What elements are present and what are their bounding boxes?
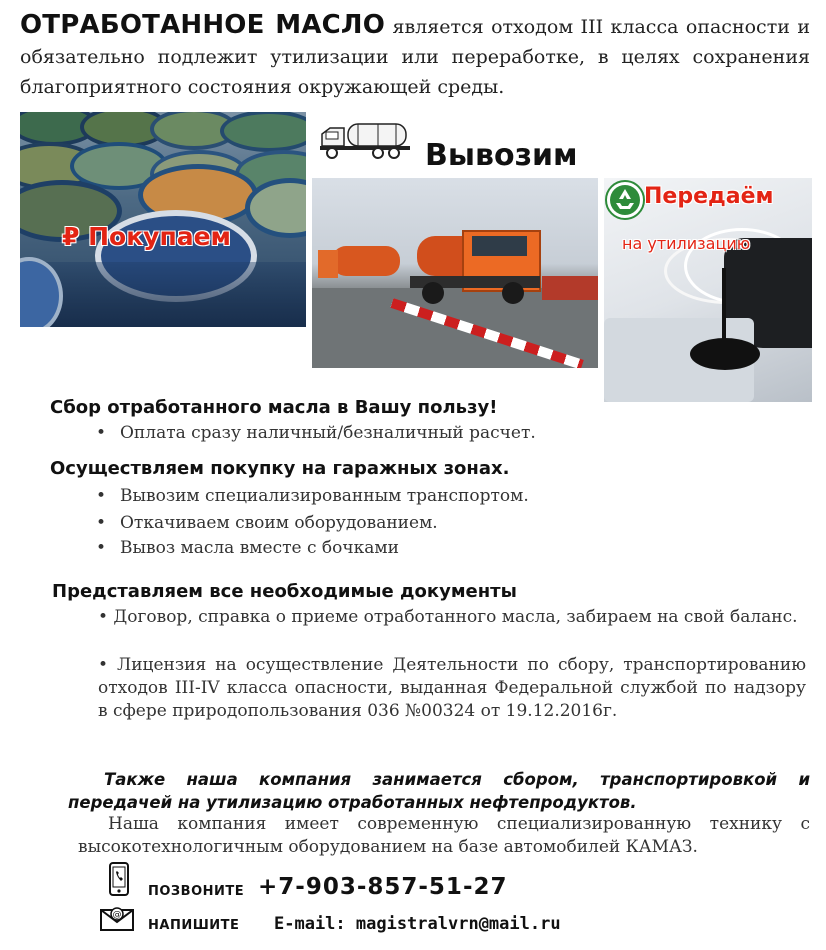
barrels-photo xyxy=(20,112,306,327)
email-address[interactable]: E-mail: magistralvrn@mail.ru xyxy=(274,914,561,934)
envelope-icon xyxy=(100,906,134,932)
section-title-collection: Сбор отработанного масла в Вашу пользу! xyxy=(50,397,498,418)
phone-label: ПОЗВОНИТЕ xyxy=(148,884,245,899)
remove-heading: Вывозим xyxy=(425,138,578,173)
intro-paragraph xyxy=(20,10,810,102)
phone-number[interactable]: +7-903-857-51-27 xyxy=(258,874,508,900)
transfer-label: Передаём xyxy=(644,184,774,209)
buy-label: ₽ Покупаем xyxy=(62,222,231,251)
svg-text:@: @ xyxy=(112,910,122,920)
list-item: • Оплата сразу наличный/безналичный расчет. xyxy=(96,423,536,443)
email-label: НАПИШИТЕ xyxy=(148,918,240,933)
document-item-license: • Лицензия на осуществление Деятельности по сбору, транспортированию отходов III-IV класса опасности, выданная Федеральной службой по надзору в сфере природопользования 036 №00324 от 19.12.2016г. xyxy=(98,655,806,721)
document-item-contract: • Договор, справка о приеме отработанного масла, забираем на свой баланс. xyxy=(98,607,798,627)
intro-lead: ОТРАБОТАННОЕ МАСЛО xyxy=(20,10,386,40)
list-item: • Вывоз масла вместе с бочками xyxy=(96,538,399,558)
transfer-sub: на утилизацию xyxy=(622,234,751,253)
list-item: • Откачиваем своим оборудованием. xyxy=(96,513,438,533)
recycle-icon xyxy=(605,180,645,220)
list-item: • Вывозим специализированным транспортом. xyxy=(96,486,529,506)
section-title-documents: Представляем все необходимые документы xyxy=(52,581,517,602)
phone-icon xyxy=(108,862,130,896)
truck-icon xyxy=(318,120,414,160)
section-title-purchase: Осуществляем покупку на гаражных зонах. xyxy=(50,458,510,479)
company-equipment-text: Наша компания имеет современную специализированную технику с высокотехнологичным оборудованием на базе автомобилей КАМАЗ. xyxy=(78,814,810,857)
truck-photo xyxy=(312,178,598,368)
intro-text: является отходом III класса опасности и обязательно подлежит утилизации или переработке, в целях сохранения благоприятного состояния окружающей среды. xyxy=(20,16,810,98)
company-services-text: Также наша компания занимается сбором, транспортировкой и передачей на утилизацию отработанных нефтепродуктов. xyxy=(68,770,810,812)
